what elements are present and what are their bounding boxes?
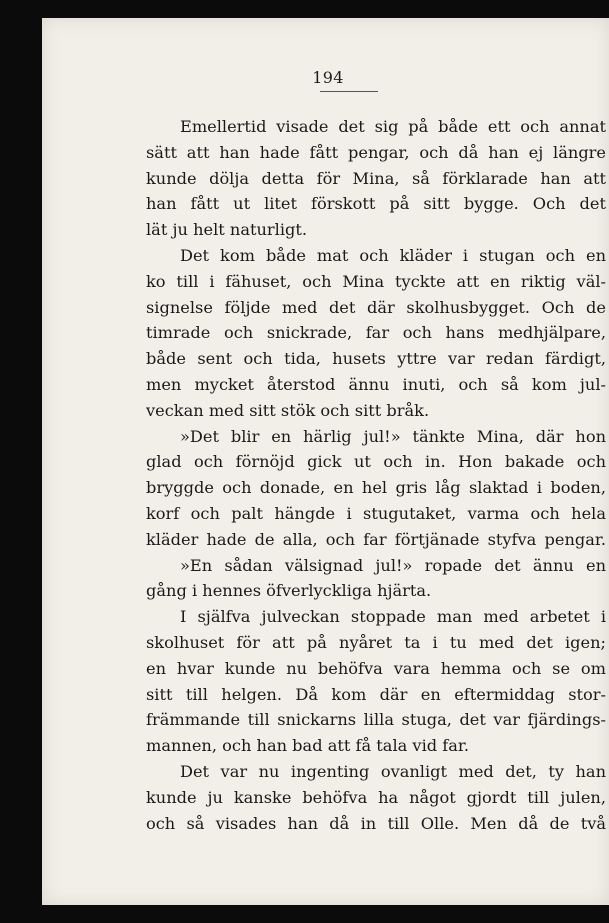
text-line: veckan med sitt stök och sitt bråk. — [146, 400, 430, 420]
text-line: kunde ju kanske behöfva ha något gjordt till julen, — [146, 787, 606, 807]
text-line: kunde dölja detta för Mina, så förklarade han att — [146, 168, 606, 188]
book-page — [42, 18, 609, 905]
paragraph-first-line: »Det blir en härlig jul!» tänkte Mina, där hon — [180, 426, 606, 446]
text-line: bryggde och donade, en hel gris låg slaktad i boden, — [146, 478, 606, 498]
text-line: signelse följde med det där skolhusbygget. Och de — [146, 297, 606, 317]
text-line: timrade och snickrade, far och hans medhjälpare, — [146, 323, 606, 343]
paragraph-first-line: Det kom både mat och kläder i stugan och en — [180, 245, 606, 265]
page-number-rule — [320, 91, 378, 92]
text-line: och så visades han då in till Olle. Men då de två — [146, 813, 606, 833]
text-line: ko till i fähuset, och Mina tyckte att en riktig väl- — [146, 271, 606, 291]
text-line: gång i hennes öfverlyckliga hjärta. — [146, 581, 432, 601]
text-line: korf och palt hängde i stugutaket, varma och hela — [146, 503, 606, 523]
text-line: glad och förnöjd gick ut och in. Hon bakade och — [146, 452, 606, 472]
text-line: lät ju helt naturligt. — [146, 220, 308, 240]
paragraph-first-line: »En sådan välsignad jul!» ropade det ännu en — [180, 555, 606, 575]
paragraph-first-line: Emellertid visade det sig på både ett och annat — [180, 117, 606, 136]
text-line: kläder hade de alla, och far förtjänade styfva pengar. — [146, 529, 606, 549]
text-line: främmande till snickarns lilla stuga, det var fjärdings- — [146, 710, 606, 730]
page-number: 194 — [312, 68, 344, 87]
text-line: en hvar kunde nu behöfva vara hemma och se om — [146, 658, 606, 678]
text-line: han fått ut litet förskott på sitt bygge. Och det — [146, 194, 606, 214]
text-line: skolhuset för att på nyåret ta i tu med det igen; — [146, 632, 606, 652]
text-line: sätt att han hade fått pengar, och då han ej längre — [146, 142, 606, 162]
paragraph-first-line: Det var nu ingenting ovanligt med det, ty han — [180, 761, 606, 781]
text-line: mannen, och han bad att få tala vid far. — [146, 736, 469, 756]
text-line: både sent och tida, husets yttre var redan färdigt, — [146, 349, 606, 369]
text-line: sitt till helgen. Då kom där en eftermiddag stor- — [146, 684, 606, 704]
text-line: men mycket återstod ännu inuti, och så kom jul- — [146, 374, 606, 394]
body-text — [146, 114, 606, 836]
paragraph-first-line: I själfva julveckan stoppade man med arbetet i — [180, 607, 606, 627]
